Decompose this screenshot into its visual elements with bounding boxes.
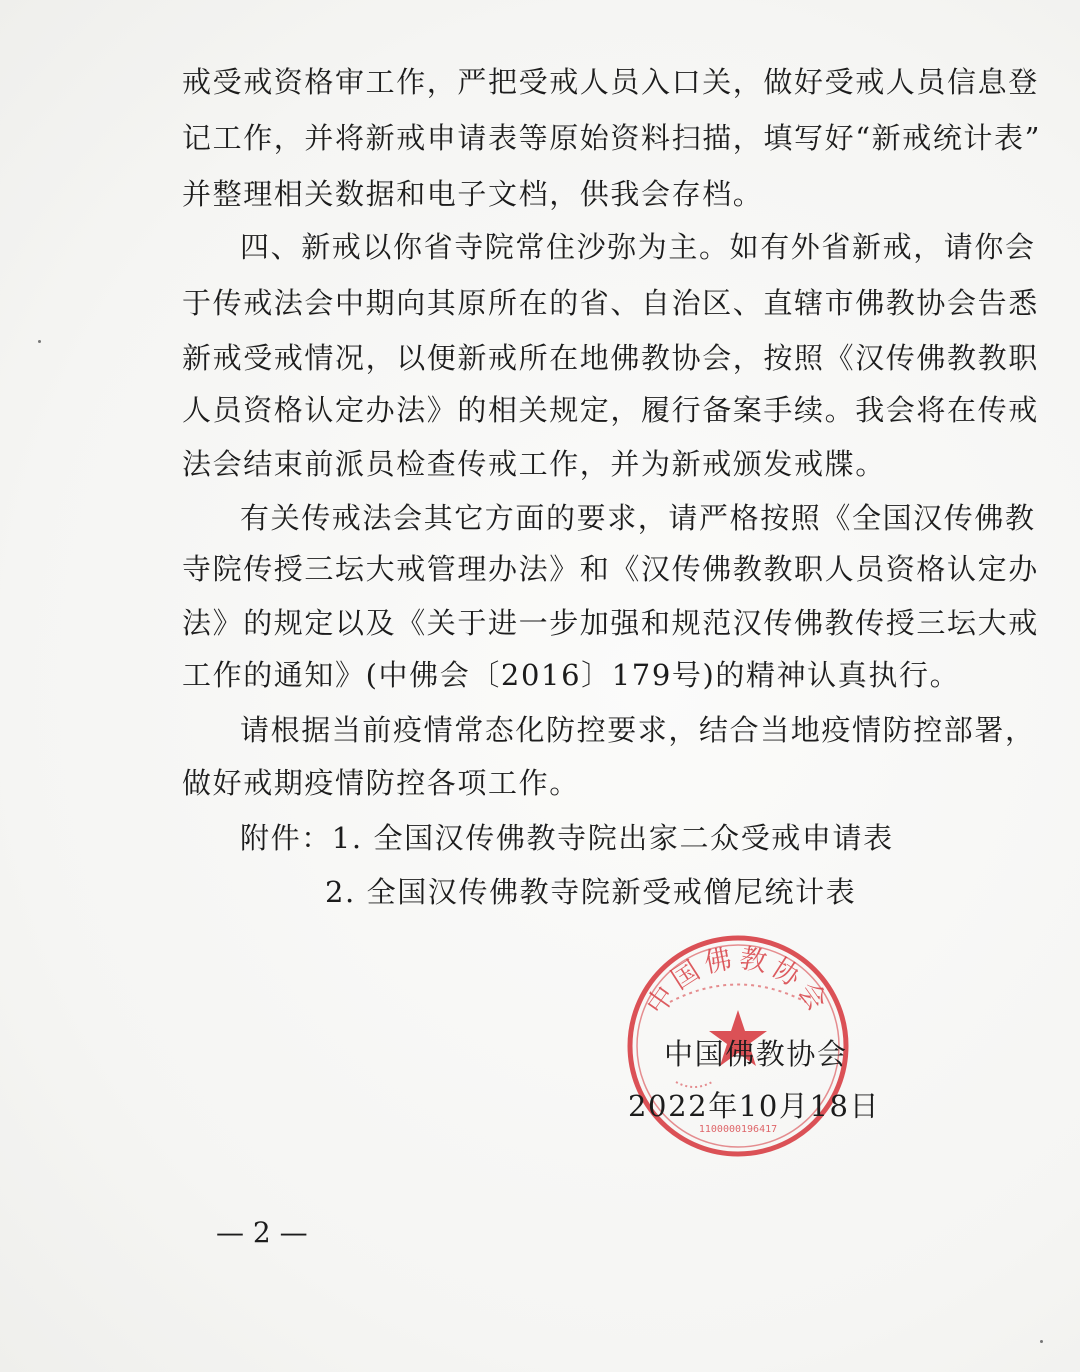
signature-date: 2022年10月18日 [628,1089,881,1123]
signature-organization: 中国佛教协会 [664,1037,848,1071]
text-line: 戒受戒资格审工作，严把受戒人员入口关，做好受戒人员信息登 [182,65,1039,99]
svg-text:中国佛教协会 [641,943,836,1021]
text-line: 四、新戒以你省寺院常住沙弥为主。如有外省新戒，请你会 [240,230,1036,264]
text-line: 新戒受戒情况，以便新戒所在地佛教协会，按照《汉传佛教教职 [182,341,1039,375]
text-line: 寺院传授三坛大戒管理办法》和《汉传佛教教职人员资格认定办 [182,552,1039,586]
attachment-line: 附件：1. 全国汉传佛教寺院出家二众受戒申请表 [240,821,894,855]
text-line: 人员资格认定办法》的相关规定，履行备案手续。我会将在传戒 [182,393,1039,427]
seal-outer-text: 中国佛教协会 [640,942,836,1021]
text-line: 并整理相关数据和电子文档，供我会存档。 [182,177,764,211]
text-line: 记工作，并将新戒申请表等原始资料扫描，填写好“新戒统计表” [182,121,1042,155]
text-line: 法》的规定以及《关于进一步加强和规范汉传佛教传授三坛大戒 [182,606,1039,640]
text-line: 工作的通知》(中佛会〔2016〕179号)的精神认真执行。 [182,658,961,692]
text-line: 于传戒法会中期向其原所在的省、自治区、直辖市佛教协会告悉 [182,286,1039,320]
attachment-line: 2. 全国汉传佛教寺院新受戒僧尼统计表 [325,875,857,909]
text-line: 有关传戒法会其它方面的要求，请严格按照《全国汉传佛教 [240,501,1036,535]
page-number: — 2 — [216,1216,308,1249]
text-line: 法会结束前派员检查传戒工作，并为新戒颁发戒牒。 [182,447,886,481]
text-line: 做好戒期疫情防控各项工作。 [182,766,580,800]
scan-speck [38,340,41,343]
text-line: 请根据当前疫情常态化防控要求，结合当地疫情防控部署， [240,713,1036,747]
scan-speck [1040,1340,1043,1343]
seal-serial: 1100000196417 [698,1124,778,1135]
